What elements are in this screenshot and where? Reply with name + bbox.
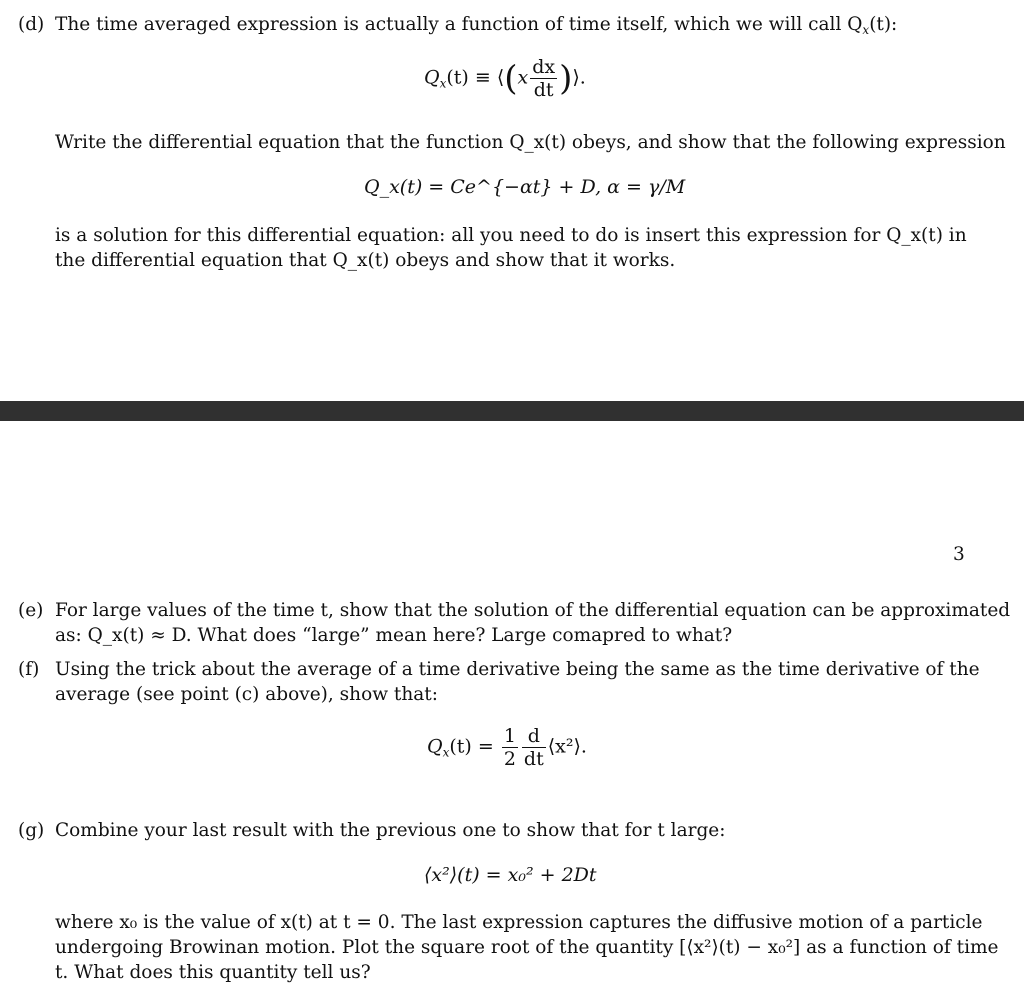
part-g-line4: t. What does this quantity tell us? [55, 962, 371, 983]
part-d-line3b: the differential equation that Q_x(t) obeys and show that it works. [55, 250, 676, 271]
eqf-fraction-derivative [522, 725, 546, 770]
eqf-mid: (t) = [449, 735, 494, 758]
page-number: 3 [953, 544, 965, 565]
eq1-sub: x [439, 76, 447, 91]
part-e-line1: For large values of the time t, show that the solution of the differential equation can be approximated [55, 600, 1011, 621]
part-d-intro-sub: x [862, 23, 870, 37]
part-g-line1: Combine your last result with the previous one to show that for t large: [55, 820, 726, 841]
eqf-frac2-den: dt [523, 748, 544, 770]
eq1-fraction [530, 56, 557, 101]
part-g-line2: where x₀ is the value of x(t) at t = 0. The last expression captures the diffusive motion of a particle [55, 912, 983, 933]
eqf-frac2-num: d [522, 725, 546, 748]
eq1-lhs: Q [424, 66, 440, 89]
eq1-den: dt [533, 79, 554, 101]
part-f-line1: Using the trick about the average of a time derivative being the same as the time derivative of the [55, 659, 980, 680]
eqf-lhs: Q [427, 735, 443, 758]
eqf-tail: ⟨x²⟩. [547, 735, 587, 758]
equation-diffusion: ⟨x²⟩(t) = x₀² + 2Dt [424, 864, 597, 886]
eqf-frac1-den: 2 [503, 748, 516, 770]
part-e-line2: as: Q_x(t) ≈ D. What does “large” mean here? Large comapred to what? [55, 625, 733, 646]
part-d-intro [55, 12, 897, 43]
part-e-label: (e) [18, 600, 44, 621]
equation-qx-definition: $Q_x(t)$ ≡ ⟨(x $\frac{dx}{dt}$ )⟩. [424, 56, 586, 101]
eqf-sub: x [442, 745, 450, 760]
page-separator [0, 401, 1024, 421]
part-g-line3: undergoing Browinan motion. Plot the square root of the quantity [⟨x²⟩(t) − x₀²] as a function of time [55, 937, 999, 958]
part-f-line2: average (see point (c) above), show that: [55, 684, 438, 705]
eq1-num: dx [532, 56, 556, 78]
eqf-frac1-num: 1 [503, 725, 516, 747]
part-g-label: (g) [18, 820, 45, 841]
part-d-intro-text: The time averaged expression is actually a function of time itself, which we will call Q [55, 14, 863, 35]
equation-qx-derivative [427, 725, 587, 770]
eq1-tail: ⟩. [572, 66, 586, 89]
eqf-fraction-half [502, 725, 518, 770]
part-d-line3a: is a solution for this differential equation: all you need to do is insert this expression for Q_x(t) in [55, 225, 967, 246]
eq1-x: x [517, 66, 529, 89]
part-d-label: (d) [18, 14, 45, 35]
part-d-line2: Write the differential equation that the function Q_x(t) obeys, and show that the following expression [55, 132, 1006, 153]
part-d-intro-tail: (t): [869, 14, 898, 35]
part-f-label: (f) [18, 659, 40, 680]
equation-solution: Q_x(t) = Ce^{−αt} + D, α = γ/M [364, 176, 686, 198]
eq1-mid: (t) ≡ ⟨ [446, 66, 505, 89]
